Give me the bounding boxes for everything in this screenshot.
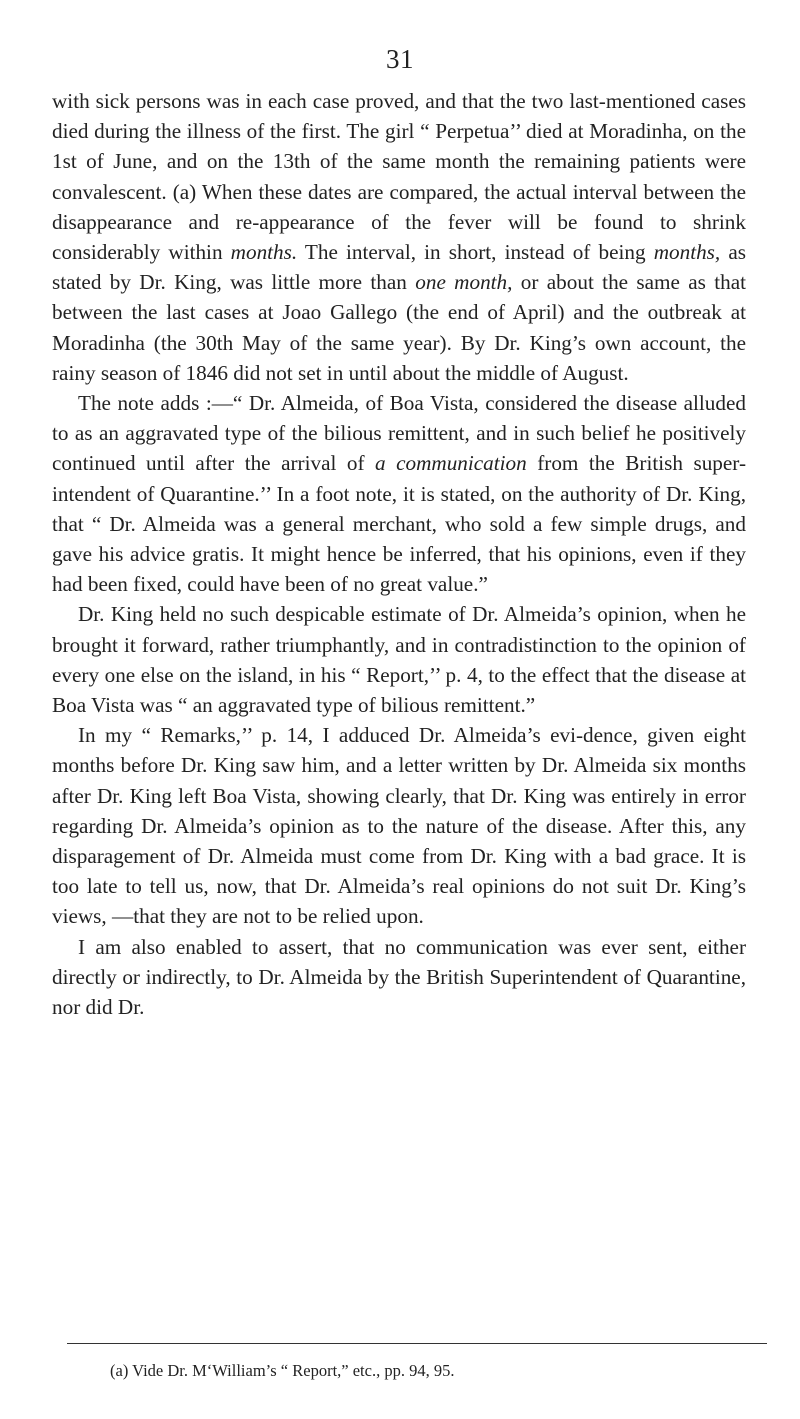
- italic-text: one month,: [415, 270, 513, 295]
- text-run: as stated by Dr. King, was little more than: [52, 240, 747, 295]
- text-run: The note adds :—“ Dr. Almeida, of Boa Vista, considered the disease alluded to as an aggravated type of the bilious remittent, and in such belief he positively continued until after the arrival of: [52, 391, 746, 476]
- paragraph-remarks: In my “ Remarks,’’ p. 14, I adduced Dr. Almeida’s evi-dence, given eight months before Dr. King saw him, and a letter written by Dr. Almeida six months after Dr. King left Boa Vista, showing clearly, that Dr. King was entirely in error regarding Dr. Almeida’s opinion as to the nature of the disease. After this, any disparagement of Dr. Almeida must come from Dr. King with a bad grace. It is too late to tell us, now, that Dr. Almeida’s real opinions do not suit Dr. King’s views, —that they are not to be relied upon.: [52, 723, 746, 929]
- italic-text: months.: [230, 240, 298, 265]
- paragraph-communication: I am also enabled to assert, that no communication was ever sent, either directly or indirectly, to Dr. Almeida by the British Superintendent of Quarantine, nor did Dr.: [52, 934, 746, 1020]
- text-run: from the British super-intendent of Quarantine.’’ In a foot note, it is stated, on the authority of Dr. King, that “ Dr. Almeida was a general merchant, who sold a few simple drugs, and gave his advice gratis. It might hence be inferred, that his opinions, even if they had been fixed, could have been of no great value.”: [52, 451, 746, 597]
- footnote: (a) Vide Dr. M‘William’s “ Report,” etc., pp. 94, 95.: [110, 1361, 455, 1380]
- paragraph-interval: [52, 86, 746, 388]
- page-number: 31: [386, 44, 414, 74]
- footnote-divider: [67, 1343, 767, 1344]
- italic-text: months,: [653, 240, 721, 265]
- text-run: with sick persons was in each case proved, and that the two last-mentioned cases died during the illness of the first. The girl “ Perpetua’’ died at Moradinha, on the 1st of June, and on the 13th of the same month the remaining patients were convalescent. (a) When these dates are compared, the actual interval between the disappearance and re-appearance of the fever will be found to shrink considerably within: [52, 89, 746, 265]
- text-run: or about the same as that between the last cases at Joao Gallego (the end of April) and the outbreak at Moradinha (the 30th May of the same year). By Dr. King’s own account, the rainy season of 1846 did not set in until about the middle of August.: [52, 270, 747, 385]
- paragraph-king-estimate: Dr. King held no such despicable estimate of Dr. Almeida’s opinion, when he brought it forward, rather triumphantly, and in contradistinction to the opinion of every one else on the island, in his “ Report,’’ p. 4, to the effect that the disease at Boa Vista was “ an aggravated type of bilious remittent.”: [52, 602, 746, 718]
- body-text: [52, 86, 746, 1022]
- italic-text: a communication: [375, 451, 527, 476]
- paragraph-note: [52, 388, 746, 599]
- text-run: The interval, in short, instead of being: [297, 240, 654, 265]
